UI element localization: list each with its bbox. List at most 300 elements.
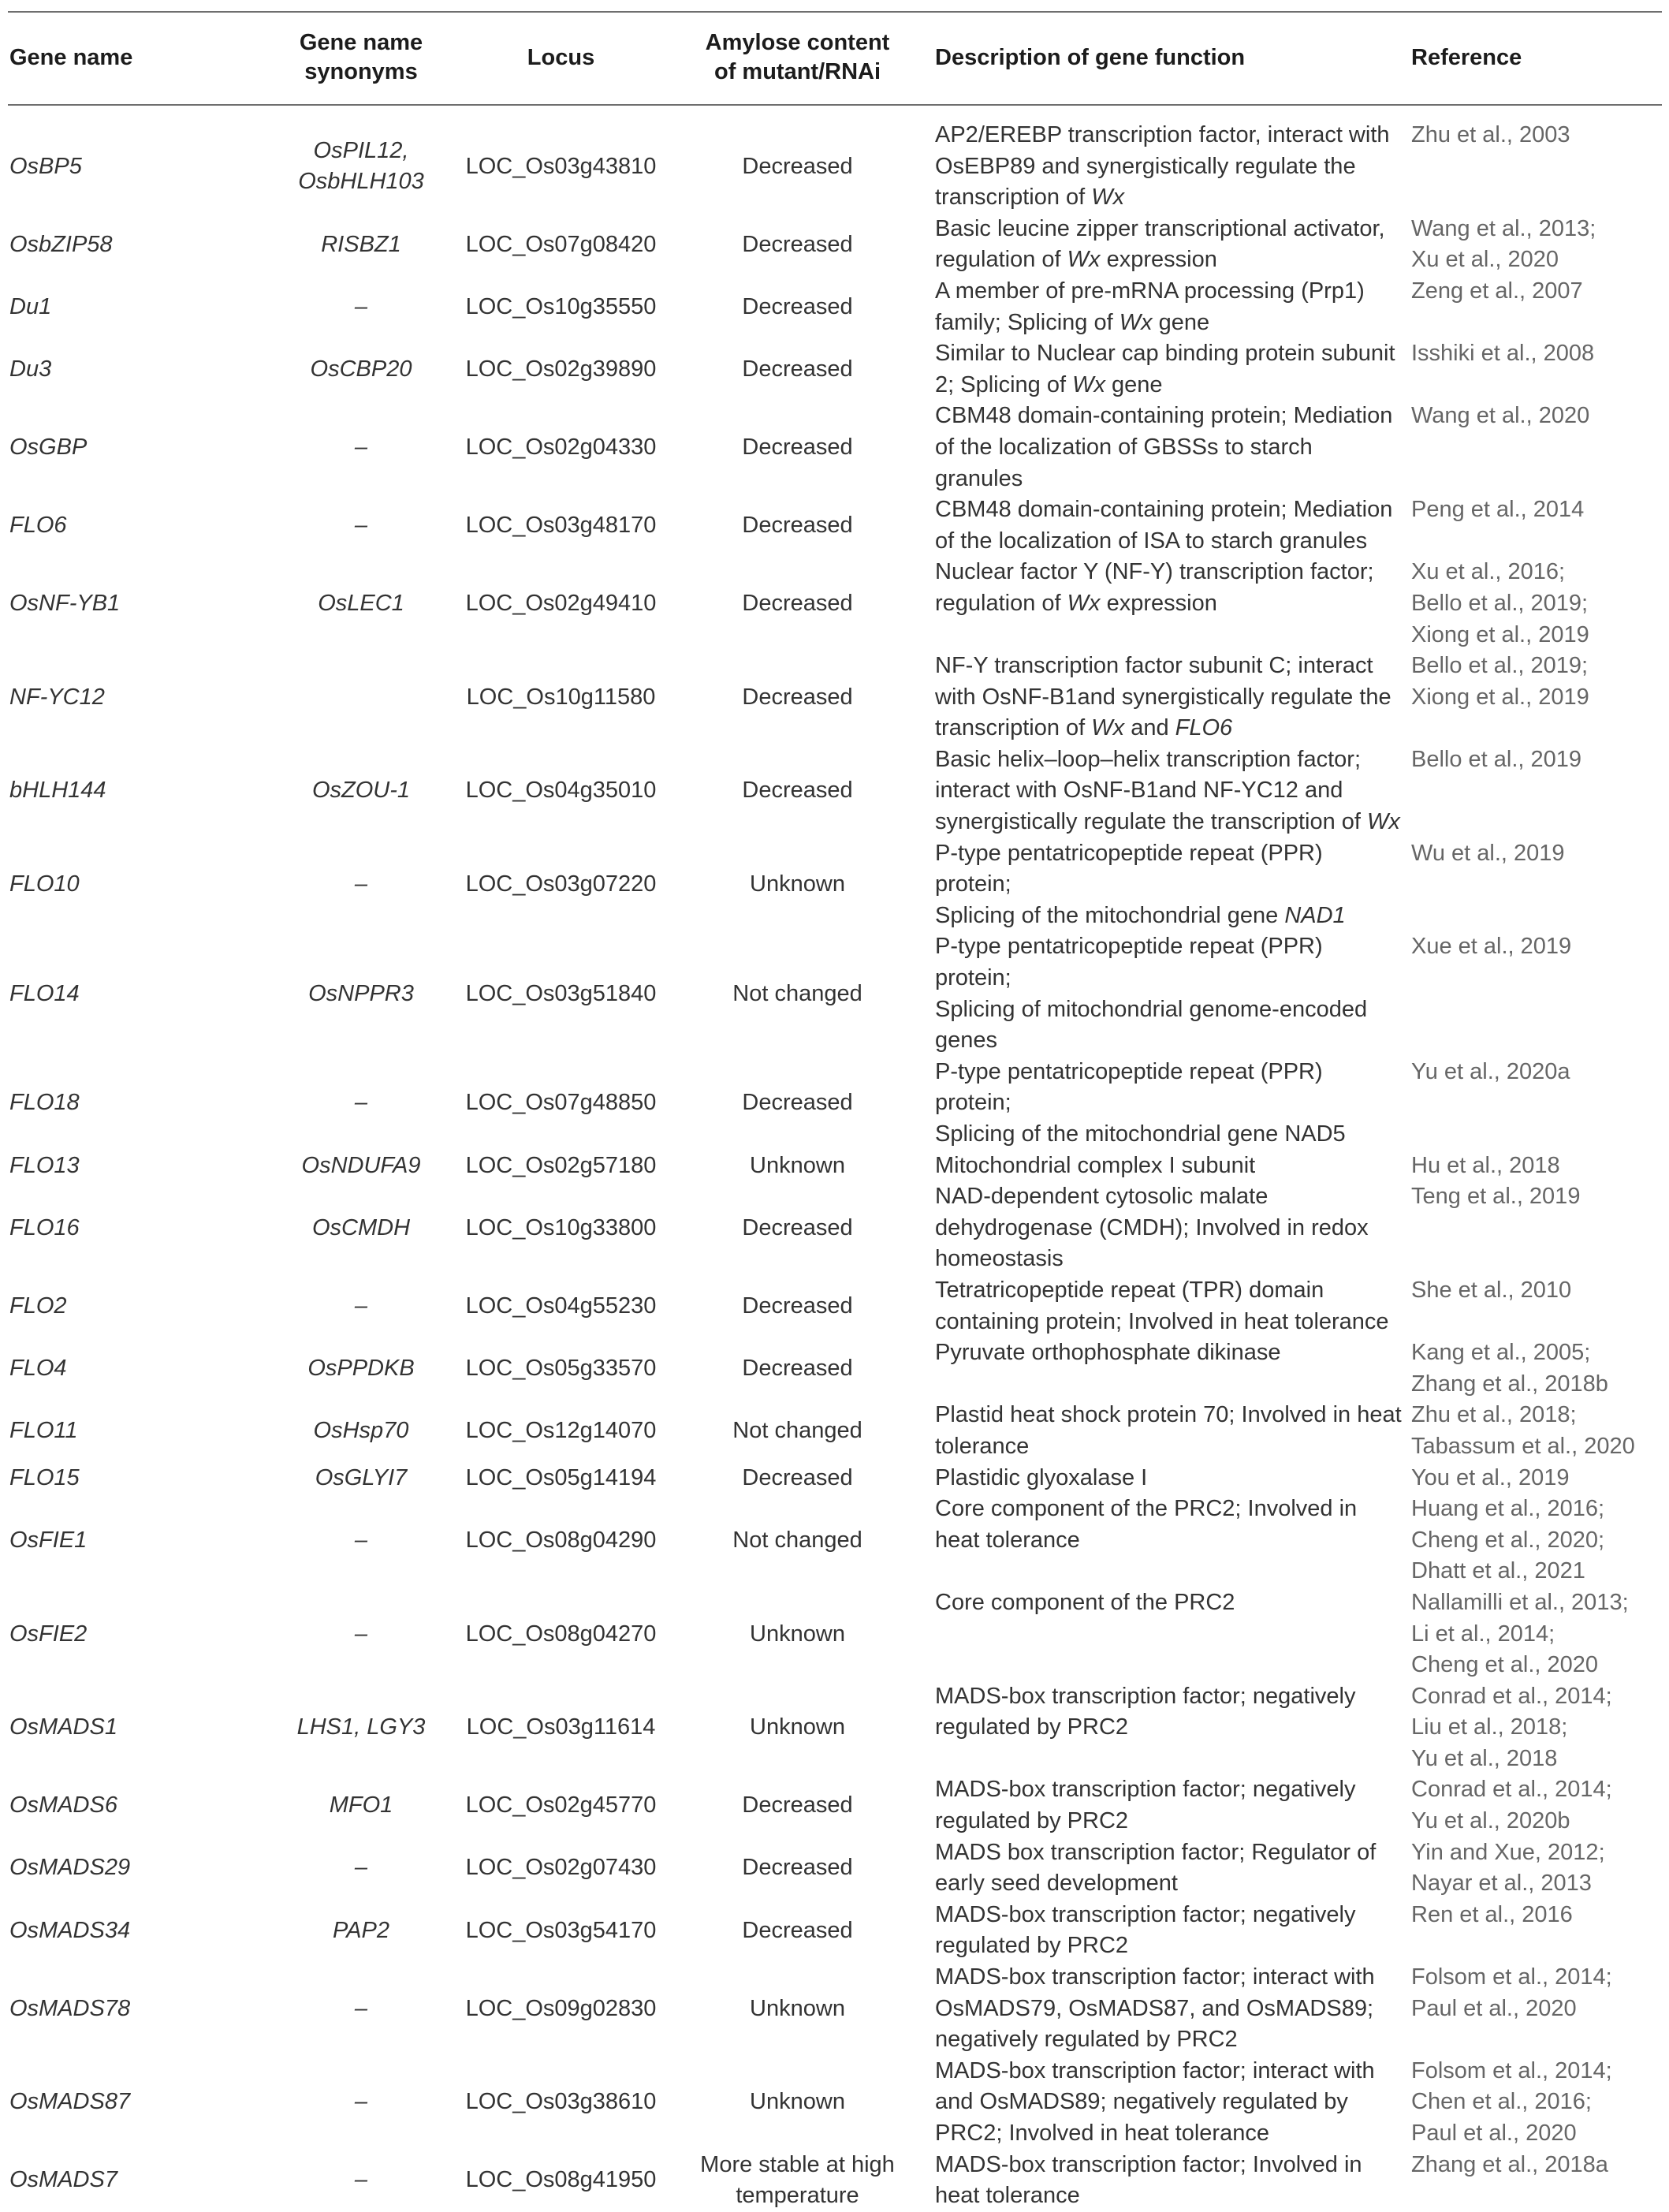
synonyms-cell (266, 1057, 456, 1151)
reference-cell (1405, 1774, 1662, 1837)
amylose-cell (666, 1057, 929, 1151)
reference-cell (1405, 1681, 1662, 1775)
table-row (8, 338, 1662, 401)
description-text: MADS-box transcription factor; negatively (935, 1683, 1356, 1709)
locus-cell: LOC_Os03g54170 (465, 1917, 657, 1943)
reference-line: Bello et al., 2019; (1411, 590, 1589, 616)
table-row (8, 1837, 1662, 1900)
gene-name-cell: FLO10 (9, 871, 80, 897)
synonym-line: – (354, 1527, 368, 1553)
description-line (935, 588, 1405, 620)
amylose-cell (666, 1681, 929, 1775)
amylose-line: Unknown (750, 2089, 845, 2115)
amylose-line: Decreased (742, 1792, 853, 1818)
synonym-line: – (354, 1090, 368, 1116)
description-line (935, 244, 1405, 276)
description-cell (929, 276, 1405, 338)
description-cell (929, 214, 1405, 276)
description-line (935, 2087, 1405, 2118)
reference-cell (1405, 931, 1662, 1056)
description-text: A member of pre-mRNA processing (Prp1) (935, 278, 1365, 304)
amylose-cell (666, 1837, 929, 1900)
description-text: MADS-box transcription factor; negatively (935, 1901, 1356, 1927)
header-locus: Locus (527, 44, 595, 70)
description-line (935, 682, 1405, 714)
description-text: transcription of (935, 715, 1092, 741)
synonyms-cell (266, 338, 456, 401)
gene-name-cell: FLO11 (9, 1418, 78, 1444)
locus-cell: LOC_Os12g14070 (465, 1418, 657, 1444)
amylose-cell (666, 494, 929, 557)
gene-name-cell: OsNF-YB1 (9, 590, 121, 616)
description-text: MADS box transcription factor; Regulator of (935, 1839, 1377, 1865)
table-row (8, 401, 1662, 494)
synonyms-cell (266, 1681, 456, 1775)
reference-cell (1405, 338, 1662, 401)
amylose-line: Unknown (750, 1621, 845, 1647)
description-text: regulated by PRC2 (935, 1714, 1129, 1740)
gene-name-cell: FLO13 (9, 1152, 80, 1178)
synonym-line: OsPIL12, (313, 137, 409, 163)
reference-cell (1405, 1151, 1662, 1182)
description-line (935, 370, 1405, 401)
locus-cell: LOC_Os05g14194 (465, 1464, 657, 1490)
reference-line: Conrad et al., 2014; (1411, 1683, 1612, 1709)
description-cell (929, 105, 1405, 214)
amylose-cell (666, 1337, 929, 1400)
gene-name-cell: FLO4 (9, 1355, 67, 1381)
description-text: MADS-box transcription factor; interact with (935, 2057, 1375, 2083)
synonym-line: OsNPPR3 (308, 980, 414, 1006)
description-text: Similar to Nuclear cap binding protein subunit (935, 341, 1395, 367)
amylose-line: Decreased (742, 231, 853, 257)
amylose-cell (666, 1900, 929, 1962)
description-cell (929, 338, 1405, 401)
description-cell (929, 1463, 1405, 1494)
description-line (935, 744, 1405, 776)
description-text: and OsMADS89; negatively regulated by (935, 2089, 1348, 2115)
locus-cell: LOC_Os08g04290 (465, 1527, 657, 1553)
synonyms-cell (266, 1774, 456, 1837)
amylose-cell (666, 1400, 929, 1462)
table-row (8, 1400, 1662, 1462)
locus-cell: LOC_Os04g35010 (465, 778, 657, 804)
synonyms-cell (266, 1587, 456, 1681)
description-cell (929, 651, 1405, 744)
synonyms-cell (266, 1463, 456, 1494)
reference-cell (1405, 838, 1662, 932)
description-text: expression (1100, 590, 1217, 616)
description-text: gene (1105, 371, 1163, 397)
description-line (935, 2056, 1405, 2087)
reference-line: Paul et al., 2020 (1411, 1995, 1577, 2021)
description-text: regulation of (935, 590, 1067, 616)
amylose-cell (666, 1275, 929, 1337)
table-row (8, 931, 1662, 1056)
synonyms-cell (266, 105, 456, 214)
amylose-cell (666, 1494, 929, 1587)
description-text: regulation of (935, 247, 1067, 273)
table-row (8, 1337, 1662, 1400)
reference-line: Xiong et al., 2019 (1411, 621, 1589, 647)
header-amylose: Amylose content of mutant/RNAi (705, 30, 890, 84)
reference-cell (1405, 1962, 1662, 2056)
description-text: MADS-box transcription factor; interact with (935, 1964, 1375, 1990)
reference-line: Peng et al., 2014 (1411, 497, 1585, 523)
description-text: Mitochondrial complex I subunit (935, 1152, 1256, 1178)
locus-cell: LOC_Os03g11614 (466, 1714, 656, 1740)
synonym-line: PAP2 (332, 1917, 389, 1943)
description-cell (929, 1681, 1405, 1775)
gene-name-cell: OsMADS6 (9, 1792, 117, 1818)
amylose-cell (666, 338, 929, 401)
description-cell (929, 1494, 1405, 1587)
synonyms-cell (266, 1837, 456, 1900)
amylose-line: Unknown (750, 1152, 845, 1178)
reference-line: Dhatt et al., 2021 (1411, 1558, 1585, 1584)
description-text: Plastid heat shock protein 70; Involved in heat (935, 1402, 1402, 1428)
description-text: OsMADS79, OsMADS87, and OsMADS89; (935, 1995, 1374, 2021)
description-line (935, 2024, 1405, 2056)
locus-cell: LOC_Os08g04270 (465, 1621, 657, 1647)
description-line (935, 526, 1405, 558)
gene-ref-italic: Wx (1119, 309, 1153, 335)
description-line (935, 2150, 1405, 2181)
description-text: Splicing of the mitochondrial gene (935, 902, 1285, 928)
description-cell (929, 1275, 1405, 1337)
description-line (935, 1494, 1405, 1525)
description-cell (929, 1400, 1405, 1462)
reference-line: Xue et al., 2019 (1411, 934, 1572, 960)
amylose-line: Decreased (742, 1917, 853, 1943)
description-line (935, 1307, 1405, 1338)
reference-line: Tabassum et al., 2020 (1411, 1433, 1635, 1459)
synonyms-cell (266, 401, 456, 494)
amylose-cell (666, 1587, 929, 1681)
table-row (8, 744, 1662, 838)
synonym-line: OsCBP20 (310, 356, 412, 382)
table-row (8, 1587, 1662, 1681)
description-line (935, 1962, 1405, 1994)
synonym-line: RISBZ1 (321, 231, 401, 257)
table-row (8, 494, 1662, 557)
locus-cell: LOC_Os10g11580 (466, 684, 656, 710)
synonyms-cell (266, 557, 456, 651)
amylose-cell (666, 744, 929, 838)
locus-cell: LOC_Os04g55230 (465, 1293, 657, 1319)
reference-cell (1405, 1837, 1662, 1900)
description-text: CBM48 domain-containing protein; Mediation (935, 497, 1393, 523)
synonym-line: OsLEC1 (318, 590, 404, 616)
description-line (935, 1868, 1405, 1900)
locus-cell: LOC_Os02g57180 (465, 1152, 657, 1178)
synonym-line: – (354, 2089, 368, 2115)
description-text: Core component of the PRC2 (935, 1589, 1235, 1615)
description-line (935, 838, 1405, 901)
amylose-cell (666, 557, 929, 651)
description-cell (929, 494, 1405, 557)
description-line (935, 901, 1405, 932)
reference-line: Zhang et al., 2018a (1411, 2151, 1608, 2177)
amylose-cell (666, 931, 929, 1056)
reference-line: Folsom et al., 2014; (1411, 2057, 1612, 2083)
gene-name-cell: FLO6 (9, 512, 67, 538)
description-text: OsEBP89 and synergistically regulate the (935, 153, 1356, 179)
description-line (935, 1337, 1405, 1369)
gene-name-cell: FLO2 (9, 1293, 67, 1319)
description-line (935, 1463, 1405, 1494)
table-header (8, 12, 1662, 105)
reference-line: Yu et al., 2018 (1411, 1745, 1558, 1771)
reference-cell (1405, 1587, 1662, 1681)
description-cell (929, 744, 1405, 838)
amylose-line: Decreased (742, 1355, 853, 1381)
reference-line: You et al., 2019 (1411, 1464, 1570, 1490)
amylose-cell (666, 1774, 929, 1837)
table-row (8, 1962, 1662, 2056)
table-row (8, 105, 1662, 214)
reference-cell (1405, 1181, 1662, 1275)
gene-table (8, 11, 1662, 2212)
description-cell (929, 1151, 1405, 1182)
amylose-line: Decreased (742, 293, 853, 319)
synonym-line: LHS1, LGY3 (296, 1714, 426, 1740)
gene-ref-italic: Wx (1091, 185, 1125, 211)
header-row (8, 12, 1662, 105)
locus-cell: LOC_Os02g04330 (465, 434, 657, 460)
synonyms-cell (266, 651, 456, 744)
description-text: regulated by PRC2 (935, 1808, 1129, 1834)
gene-ref-italic: NAD1 (1284, 902, 1346, 928)
description-text: expression (1100, 247, 1217, 273)
description-text: Nuclear factor Y (NF-Y) transcription factor; (935, 559, 1374, 585)
gene-name-cell: OsMADS7 (9, 2167, 117, 2193)
amylose-line: Decreased (742, 1464, 853, 1490)
gene-name-cell: OsMADS1 (9, 1714, 117, 1740)
description-cell (929, 2150, 1405, 2212)
description-text: AP2/EREBP transcription factor, interact with (935, 122, 1390, 147)
table-row (8, 1681, 1662, 1775)
description-text: regulated by PRC2 (935, 1933, 1129, 1959)
gene-ref-italic: Wx (1072, 371, 1105, 397)
description-cell (929, 1587, 1405, 1681)
description-line (935, 1057, 1405, 1119)
description-line (935, 994, 1405, 1026)
reference-line: Wang et al., 2020 (1411, 403, 1590, 429)
table-row (8, 1275, 1662, 1337)
gene-name-cell: OsMADS87 (9, 2089, 131, 2115)
description-text: dehydrogenase (CMDH); Involved in redox (935, 1214, 1369, 1240)
table-row (8, 2150, 1662, 2212)
amylose-line: Not changed (732, 1418, 862, 1444)
synonym-line: OsCMDH (311, 1214, 411, 1240)
locus-cell: LOC_Os03g48170 (465, 512, 657, 538)
amylose-line: Not changed (732, 980, 862, 1006)
table-row (8, 838, 1662, 932)
table-row (8, 1151, 1662, 1182)
description-line (935, 401, 1405, 432)
synonyms-cell (266, 1400, 456, 1462)
description-text: synergistically regulate the transcription of (935, 809, 1368, 835)
locus-cell: LOC_Os02g45770 (465, 1792, 657, 1818)
table-body (8, 105, 1662, 2212)
description-line (935, 151, 1405, 183)
reference-line: Kang et al., 2005; (1411, 1340, 1591, 1366)
table-row (8, 1494, 1662, 1587)
reference-cell (1405, 1400, 1662, 1462)
description-line (935, 1525, 1405, 1557)
gene-table-container (8, 11, 1662, 2212)
synonym-line: OsZOU-1 (311, 778, 411, 804)
reference-cell (1405, 557, 1662, 651)
synonym-line: OsbHLH103 (298, 169, 424, 195)
synonym-line: – (354, 1621, 368, 1647)
synonyms-cell (266, 1275, 456, 1337)
synonym-line: – (354, 293, 368, 319)
header-gene-name: Gene name (9, 44, 133, 70)
reference-line: Cheng et al., 2020 (1411, 1652, 1599, 1678)
amylose-cell (666, 651, 929, 744)
description-text: Basic leucine zipper transcriptional activator, (935, 215, 1385, 241)
synonym-line: OsHsp70 (313, 1418, 409, 1444)
description-text: CBM48 domain-containing protein; Mediation (935, 403, 1393, 429)
synonyms-cell (266, 838, 456, 932)
description-line (935, 182, 1405, 214)
amylose-cell (666, 214, 929, 276)
synonyms-cell (266, 276, 456, 338)
locus-cell: LOC_Os03g07220 (465, 871, 657, 897)
description-line (935, 713, 1405, 744)
synonyms-cell (266, 2150, 456, 2212)
gene-name-cell: OsGBP (9, 434, 88, 460)
description-line (935, 1587, 1405, 1619)
table-row (8, 1463, 1662, 1494)
synonym-line: – (354, 1293, 368, 1319)
header-description: Description of gene function (935, 44, 1246, 70)
description-cell (929, 838, 1405, 932)
locus-cell: LOC_Os10g33800 (465, 1214, 657, 1240)
synonym-line: OsPPDKB (307, 1355, 415, 1381)
gene-name-cell: OsMADS78 (9, 1995, 131, 2021)
reference-line: Wu et al., 2019 (1411, 840, 1565, 866)
reference-line: Bello et al., 2019 (1411, 746, 1582, 772)
description-text: of the localization of GBSSs to starch granules (935, 434, 1313, 491)
description-line (935, 775, 1405, 807)
description-line (935, 214, 1405, 245)
reference-line: Chen et al., 2016; (1411, 2089, 1592, 2115)
reference-cell (1405, 1463, 1662, 1494)
locus-cell: LOC_Os03g43810 (465, 153, 657, 179)
reference-cell (1405, 1275, 1662, 1337)
amylose-cell (666, 1962, 929, 2056)
reference-cell (1405, 494, 1662, 557)
description-line (935, 807, 1405, 838)
reference-line: Li et al., 2014; (1411, 1621, 1555, 1647)
synonyms-cell (266, 214, 456, 276)
reference-line: Conrad et al., 2014; (1411, 1777, 1612, 1803)
locus-cell: LOC_Os02g39890 (465, 356, 657, 382)
reference-cell (1405, 401, 1662, 494)
gene-name-cell: Du1 (9, 293, 52, 319)
amylose-cell (666, 838, 929, 932)
gene-ref-italic: Wx (1367, 809, 1400, 835)
gene-name-cell: FLO14 (9, 980, 80, 1006)
description-line (935, 1431, 1405, 1463)
description-text: early seed development (935, 1871, 1178, 1897)
gene-name-cell: Du3 (9, 356, 52, 382)
description-line (935, 1400, 1405, 1431)
description-text: genes (935, 1028, 998, 1054)
locus-cell: LOC_Os02g07430 (465, 1855, 657, 1881)
description-cell (929, 1900, 1405, 1962)
synonyms-cell (266, 2056, 456, 2150)
reference-line: Yu et al., 2020b (1411, 1808, 1570, 1834)
synonyms-cell (266, 1900, 456, 1962)
reference-cell (1405, 651, 1662, 744)
description-text: and (1124, 715, 1175, 741)
description-cell (929, 1962, 1405, 2056)
amylose-cell (666, 401, 929, 494)
reference-line: Zhu et al., 2018; (1411, 1402, 1577, 1428)
amylose-line: Decreased (742, 1855, 853, 1881)
description-line (935, 276, 1405, 308)
description-line (935, 1774, 1405, 1806)
gene-name-cell: OsBP5 (9, 153, 82, 179)
amylose-cell (666, 2150, 929, 2212)
reference-cell (1405, 2056, 1662, 2150)
description-cell (929, 401, 1405, 494)
description-text: P-type pentatricopeptide repeat (PPR) protein; (935, 1058, 1323, 1116)
description-text: MADS-box transcription factor; negatively (935, 1777, 1356, 1803)
description-text: tolerance (935, 1433, 1030, 1459)
description-line (935, 1837, 1405, 1869)
description-text: gene (1152, 309, 1210, 335)
amylose-cell (666, 1181, 929, 1275)
description-line (935, 1213, 1405, 1244)
description-line (935, 2118, 1405, 2150)
reference-line: Zeng et al., 2007 (1411, 278, 1583, 304)
reference-cell (1405, 105, 1662, 214)
gene-name-cell: OsMADS34 (9, 1917, 131, 1943)
amylose-line: Unknown (750, 1995, 845, 2021)
table-row (8, 214, 1662, 276)
amylose-line: Decreased (742, 356, 853, 382)
gene-ref-italic: Wx (1067, 247, 1101, 273)
amylose-line: Unknown (750, 871, 845, 897)
reference-line: Xu et al., 2020 (1411, 247, 1559, 273)
description-line (935, 1244, 1405, 1275)
synonyms-cell (266, 1151, 456, 1182)
table-row (8, 651, 1662, 744)
description-text: NAD-dependent cytosolic malate (935, 1184, 1269, 1210)
amylose-line: Decreased (742, 778, 853, 804)
amylose-line: Unknown (750, 1714, 845, 1740)
description-text: P-type pentatricopeptide repeat (PPR) protein; (935, 840, 1323, 897)
amylose-line: Decreased (742, 1090, 853, 1116)
description-text: of the localization of ISA to starch granules (935, 528, 1368, 554)
description-line (935, 1930, 1405, 1962)
description-text: Core component of the PRC2; Involved in (935, 1496, 1358, 1522)
reference-line: Teng et al., 2019 (1411, 1184, 1581, 1210)
description-line (935, 651, 1405, 682)
locus-cell: LOC_Os03g38610 (465, 2089, 657, 2115)
amylose-line: Decreased (742, 434, 853, 460)
locus-cell: LOC_Os03g51840 (465, 980, 657, 1006)
description-text: with OsNF-B1and synergistically regulate the (935, 684, 1391, 710)
description-line (935, 1119, 1405, 1151)
synonyms-cell (266, 931, 456, 1056)
description-text: Tetratricopeptide repeat (TPR) domain (935, 1277, 1324, 1303)
